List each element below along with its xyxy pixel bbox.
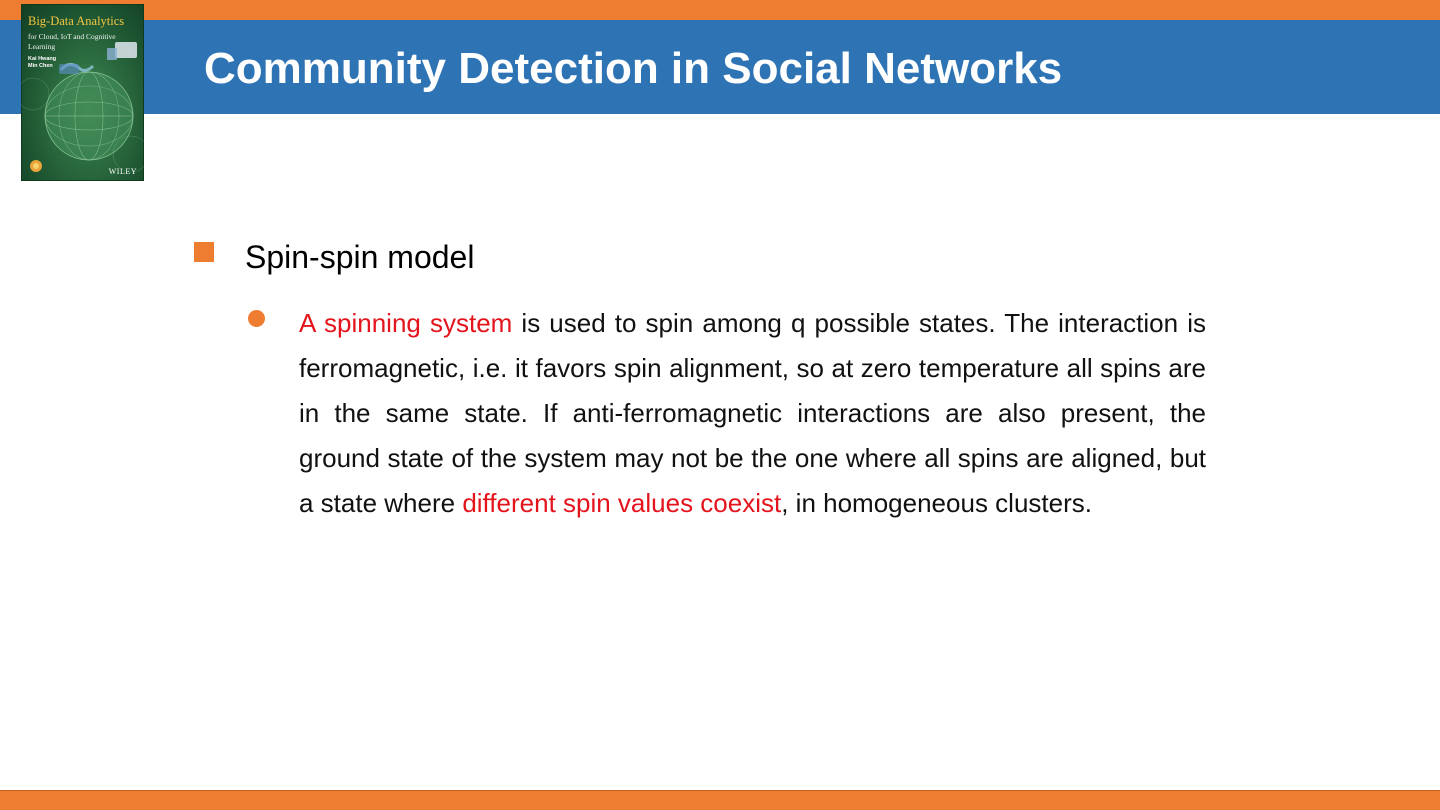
bullet-paragraph bbox=[299, 301, 1206, 526]
book-author: Min Chen bbox=[28, 63, 53, 69]
book-author: Kai Hwang bbox=[28, 56, 57, 62]
slide-title: Community Detection in Social Networks bbox=[204, 44, 1063, 93]
paragraph-text: is used to spin among q possible states. The interaction is ferromagnetic, i.e. it favors spin alignment, so at zero temperature all spins are in the same state. If anti-ferromagnetic interactions are also present, the ground state of the system may not be the one where all spins are aligned, but a state where bbox=[299, 308, 1206, 518]
book-cover-image bbox=[21, 4, 144, 181]
bottom-accent-bar bbox=[0, 790, 1440, 810]
book-authors bbox=[28, 56, 88, 70]
square-bullet-icon bbox=[194, 242, 214, 262]
globe-illustration bbox=[21, 4, 144, 181]
bullet-heading: Spin-spin model bbox=[245, 239, 475, 275]
book-title: Big-Data Analytics bbox=[28, 14, 125, 28]
book-subtitle: for Cloud, IoT and Cognitive Learning bbox=[28, 32, 116, 51]
paragraph-text: , in homogeneous clusters. bbox=[781, 488, 1092, 518]
book-publisher: WILEY bbox=[108, 167, 137, 176]
circle-bullet-icon bbox=[248, 310, 265, 327]
highlight-phrase: A spinning system bbox=[299, 308, 513, 338]
top-accent-bar bbox=[0, 0, 1440, 20]
highlight-phrase: different spin values coexist bbox=[462, 488, 782, 518]
